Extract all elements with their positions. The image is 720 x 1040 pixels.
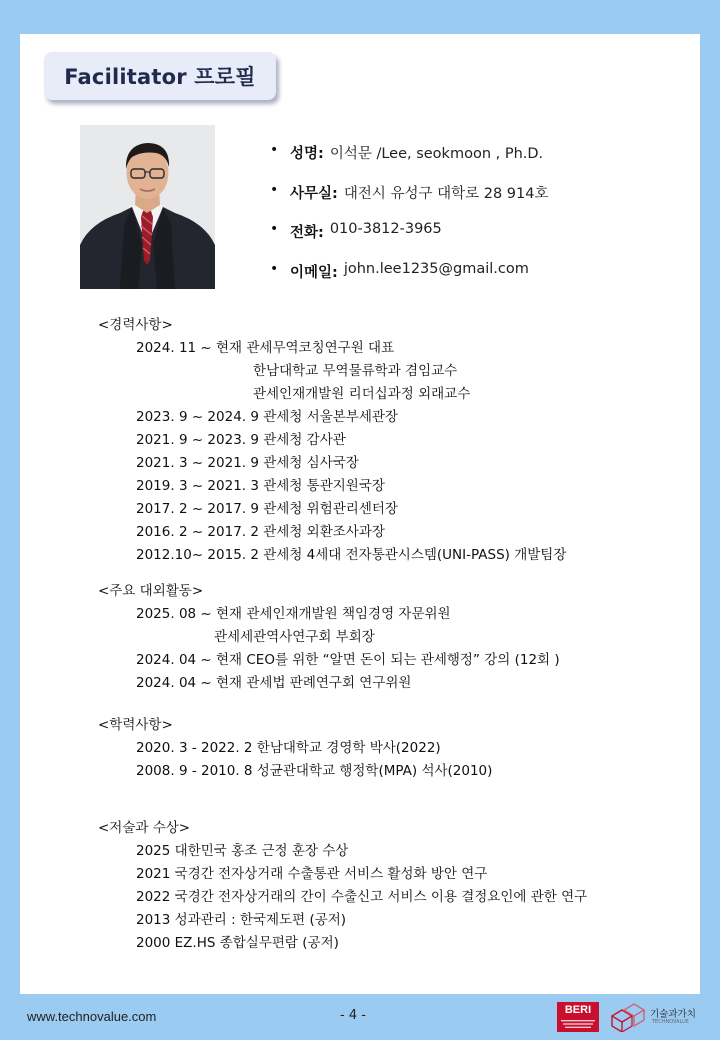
- profile-phone-row: [270, 221, 690, 261]
- profile-photo: [80, 125, 215, 289]
- beri-subtitle-icon: [559, 1019, 597, 1029]
- career-item: 2016. 2 ~ 2017. 2 관세청 외환조사과장: [136, 524, 385, 540]
- name-value: 이석문 /Lee, seokmoon , Ph.D.: [329, 146, 544, 162]
- page-sheet: [20, 34, 700, 994]
- career-item: 2017. 2 ~ 2017. 9 관세청 위험관리센터장: [136, 501, 398, 517]
- phone-value: 010-3812-3965: [329, 221, 442, 237]
- profile-email-row: [270, 261, 690, 301]
- activity-item: 2024. 04 ~ 현재 CEO를 위한 “알면 돈이 되는 관세행정” 강의 (12회 ): [136, 652, 560, 668]
- publication-item: 2013 성과관리 : 한국제도편 (공저): [136, 912, 347, 928]
- activity-item: 관세세관역사연구회 부회장: [214, 629, 375, 645]
- activity-item: 2025. 08 ~ 현재 관세인재개발원 책임경영 자문위원: [136, 606, 451, 622]
- bullet-icon: •: [270, 260, 279, 277]
- education-item: 2020. 3 - 2022. 2 한남대학교 경영학 박사(2022): [136, 740, 441, 756]
- beri-logo: [557, 1002, 599, 1032]
- publications-section: [98, 816, 688, 954]
- office-label: 사무실:: [290, 185, 338, 202]
- person-portrait-icon: [80, 125, 215, 289]
- career-item: 2012.10~ 2015. 2 관세청 4세대 전자통관시스템(UNI-PASS) 개발팀장: [136, 547, 567, 563]
- phone-label: 전화:: [290, 225, 324, 241]
- name-label: 성명:: [290, 146, 324, 162]
- career-item: 2024. 11 ~ 현재 관세무역코칭연구원 대표: [136, 340, 395, 356]
- email-value: john.lee1235@gmail.com: [343, 260, 529, 277]
- profile-name-row: [270, 142, 690, 182]
- bullet-icon: •: [270, 181, 279, 198]
- publication-item: 2021 국경간 전자상거래 수출통관 서비스 활성화 방안 연구: [136, 866, 488, 882]
- page-footer: [0, 994, 720, 1040]
- beri-logo-text: BERI: [564, 1004, 592, 1016]
- career-item: 2019. 3 ~ 2021. 3 관세청 통관지원국장: [136, 478, 385, 494]
- education-heading: <학력사항>: [98, 717, 173, 733]
- career-heading: <경력사항>: [98, 317, 173, 333]
- career-item: 2021. 9 ~ 2023. 9 관세청 감사관: [136, 432, 346, 448]
- profile-office-row: [270, 182, 690, 222]
- education-item: 2008. 9 - 2010. 8 성균관대학교 행정학(MPA) 석사(2010): [136, 763, 493, 779]
- publication-item: 2000 EZ.HS 종합실무편람 (공저): [136, 935, 339, 951]
- education-section: [98, 713, 688, 782]
- title-box: [44, 52, 276, 100]
- activities-section: [98, 579, 688, 694]
- email-label: 이메일:: [290, 264, 338, 281]
- footer-url-link[interactable]: www.technovalue.com: [27, 1009, 157, 1024]
- publication-item: 2025 대한민국 홍조 근정 훈장 수상: [136, 843, 349, 859]
- profile-info-list: [270, 142, 690, 300]
- career-item: 2021. 3 ~ 2021. 9 관세청 심사국장: [136, 455, 359, 471]
- career-item: 한남대학교 무역물류학과 겸임교수: [253, 363, 458, 379]
- career-item: 2023. 9 ~ 2024. 9 관세청 서울본부세관장: [136, 409, 398, 425]
- technovalue-logo-text: 기술과가치: [650, 1009, 696, 1020]
- activities-heading: <주요 대외활동>: [98, 583, 204, 599]
- technovalue-cube-icon: [608, 1002, 648, 1032]
- technovalue-logo-subtext: TECHNOVALUE: [652, 1019, 689, 1025]
- career-item: 관세인재개발원 리더십과정 외래교수: [253, 386, 471, 402]
- activity-item: 2024. 04 ~ 현재 관세법 판례연구회 연구위원: [136, 675, 412, 691]
- career-section: [98, 313, 688, 566]
- publication-item: 2022 국경간 전자상거래의 간이 수출신고 서비스 이용 결정요인에 관한 연구: [136, 889, 588, 905]
- page-number: - 4 -: [340, 1008, 366, 1023]
- bullet-icon: •: [270, 221, 279, 237]
- publications-heading: <저술과 수상>: [98, 820, 191, 836]
- page-title: Facilitator 프로필: [64, 65, 256, 89]
- office-value: 대전시 유성구 대학로 28 914호: [343, 185, 549, 202]
- bullet-icon: •: [270, 142, 279, 158]
